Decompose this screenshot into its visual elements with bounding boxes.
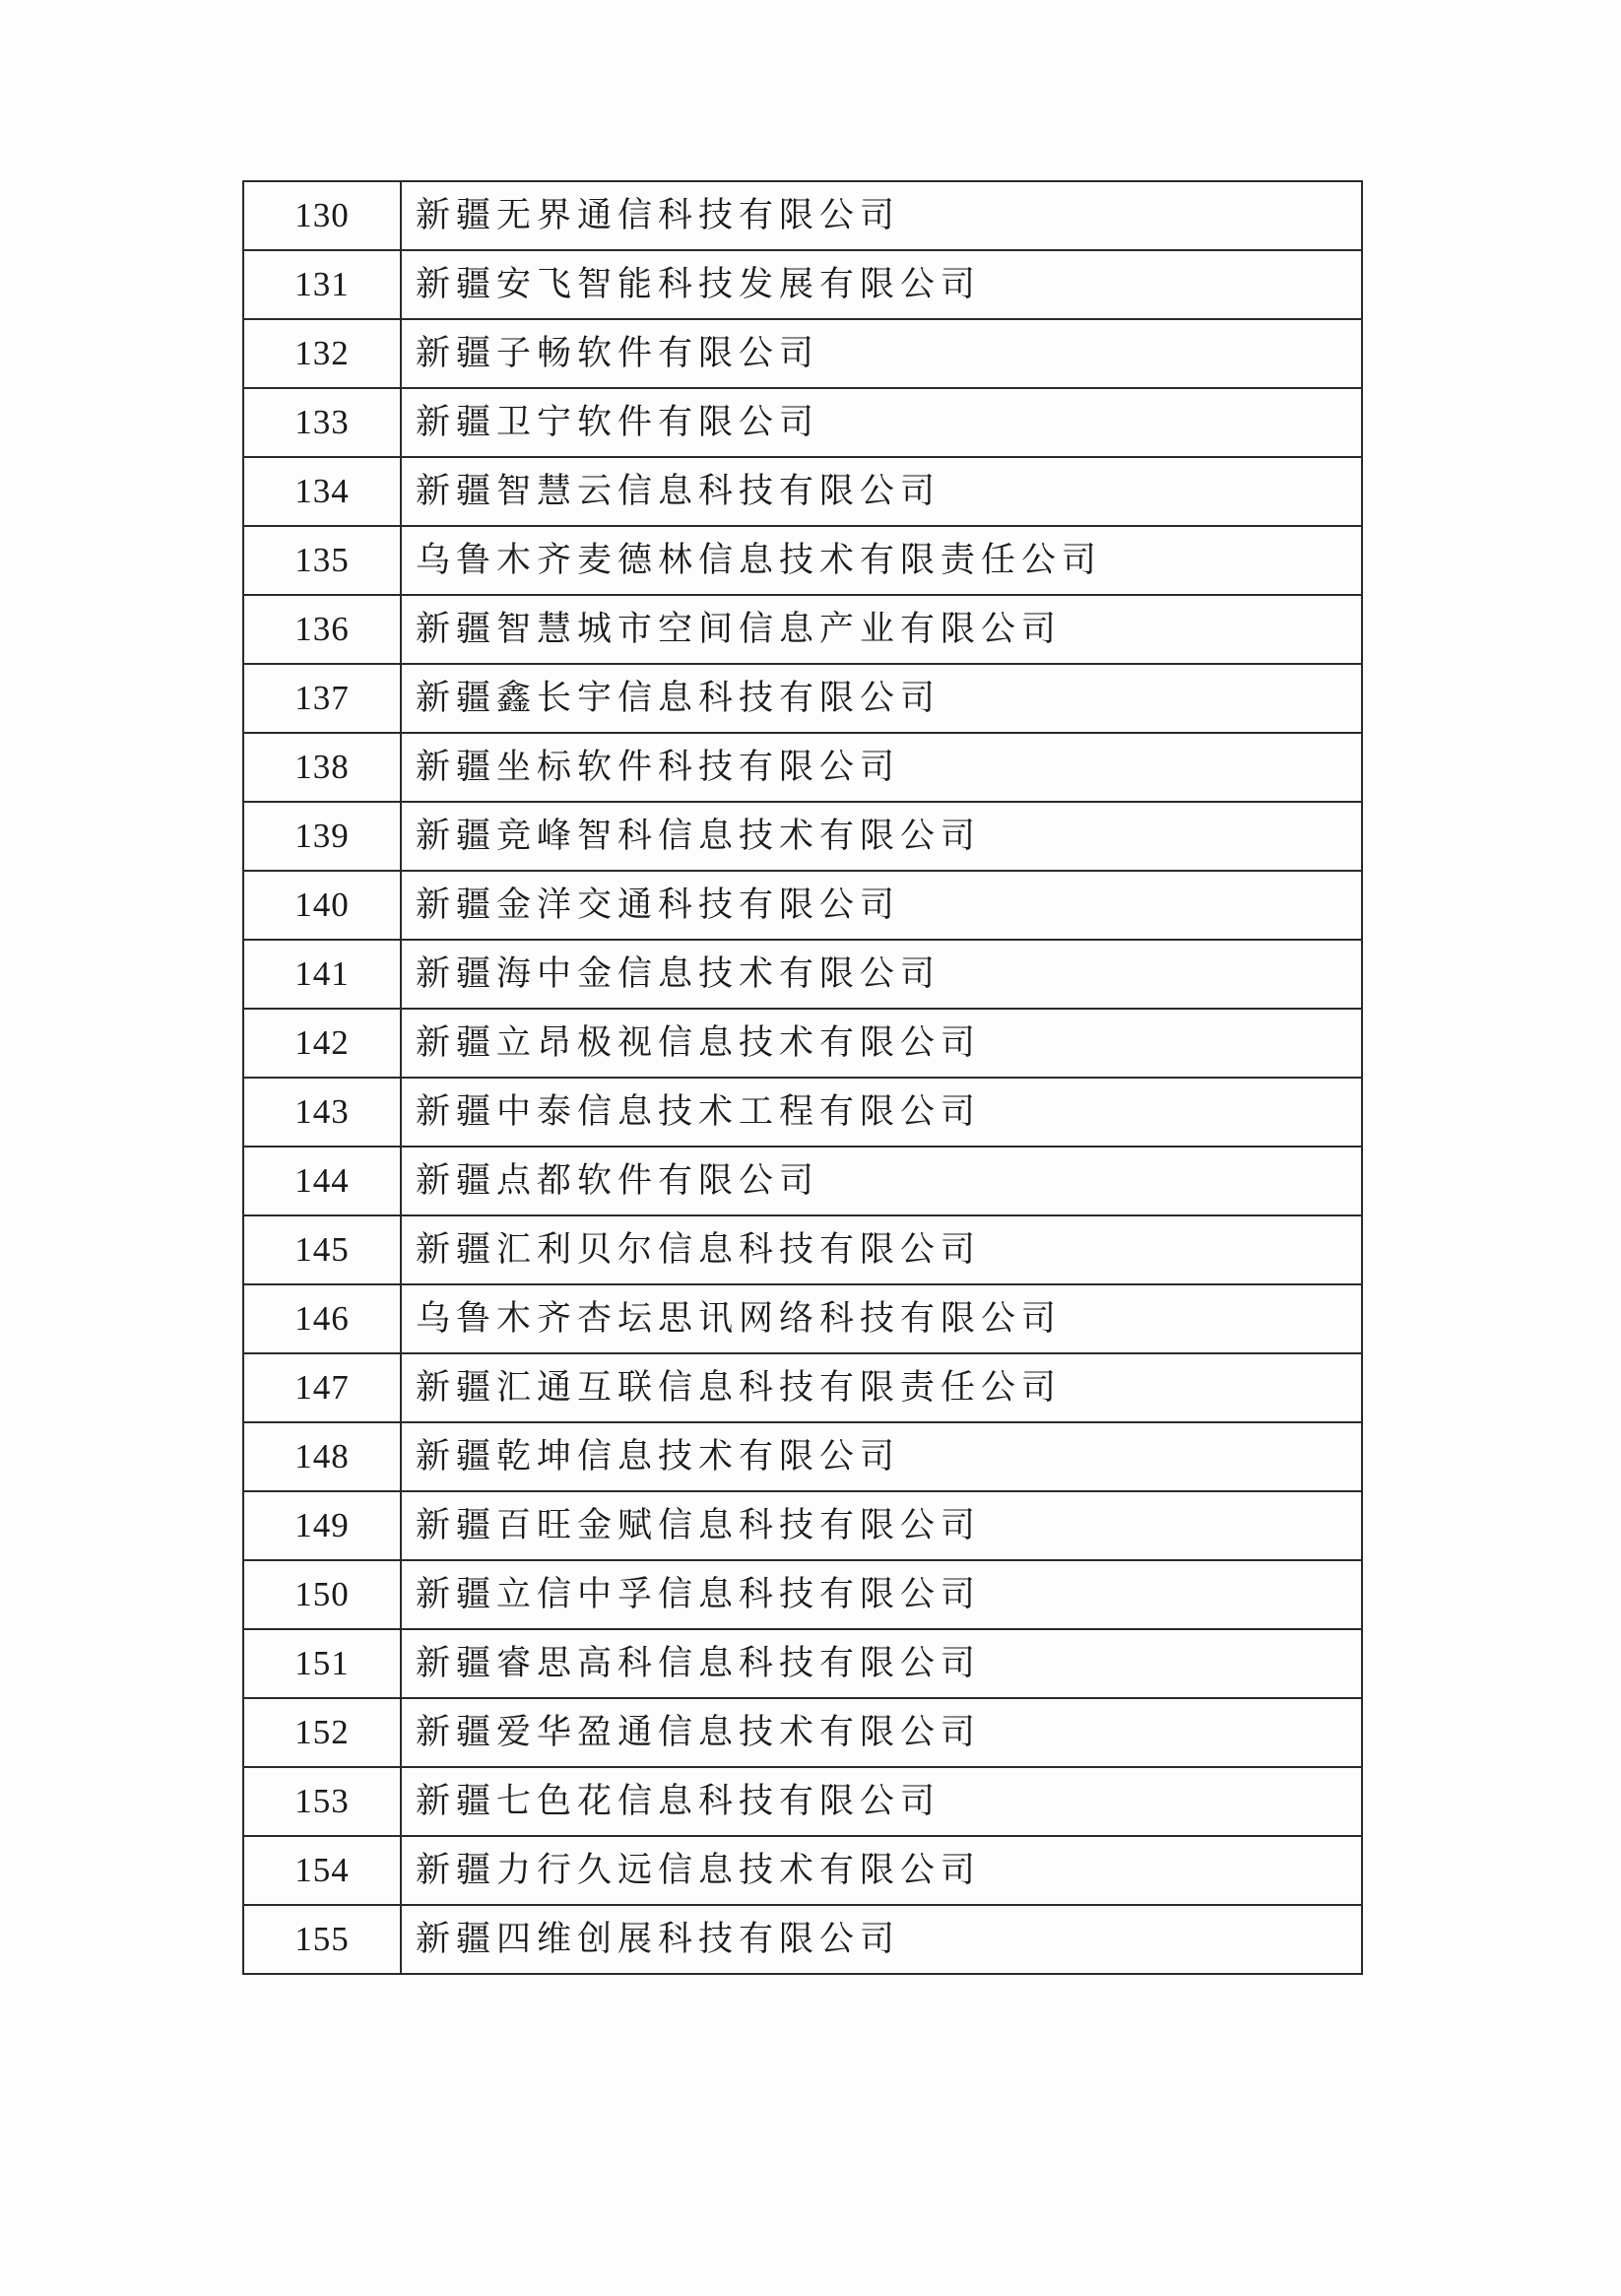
company-name: 新疆竞峰智科信息技术有限公司: [401, 802, 1362, 871]
row-number: 145: [243, 1215, 401, 1284]
row-number: 134: [243, 457, 401, 526]
company-name: 新疆卫宁软件有限公司: [401, 388, 1362, 457]
row-number: 144: [243, 1147, 401, 1215]
table-row: [243, 733, 1362, 802]
company-name: 新疆无界通信科技有限公司: [401, 181, 1362, 250]
company-name: 新疆子畅软件有限公司: [401, 319, 1362, 388]
company-name: 新疆乾坤信息技术有限公司: [401, 1422, 1362, 1491]
row-number: 130: [243, 181, 401, 250]
row-number: 143: [243, 1078, 401, 1147]
row-number: 154: [243, 1836, 401, 1905]
row-number: 151: [243, 1629, 401, 1698]
table-row: [243, 388, 1362, 457]
table-row: [243, 595, 1362, 664]
company-name: 乌鲁木齐杏坛思讯网络科技有限公司: [401, 1284, 1362, 1353]
table-row: [243, 526, 1362, 595]
table-row: [243, 1491, 1362, 1560]
table-row: [243, 1009, 1362, 1078]
company-name: 新疆金洋交通科技有限公司: [401, 871, 1362, 940]
company-name: 新疆智慧云信息科技有限公司: [401, 457, 1362, 526]
row-number: 132: [243, 319, 401, 388]
table-row: [243, 1767, 1362, 1836]
company-name: 新疆爱华盈通信息技术有限公司: [401, 1698, 1362, 1767]
company-name: 新疆点都软件有限公司: [401, 1147, 1362, 1215]
company-name: 新疆四维创展科技有限公司: [401, 1905, 1362, 1974]
table-row: [243, 664, 1362, 733]
table-row: [243, 1560, 1362, 1629]
table-row: [243, 319, 1362, 388]
row-number: 153: [243, 1767, 401, 1836]
table-row: [243, 871, 1362, 940]
table-row: [243, 181, 1362, 250]
table-row: [243, 1353, 1362, 1422]
table-row: [243, 802, 1362, 871]
table-row: [243, 1629, 1362, 1698]
company-name: 新疆百旺金赋信息科技有限公司: [401, 1491, 1362, 1560]
row-number: 140: [243, 871, 401, 940]
table-row: [243, 1836, 1362, 1905]
row-number: 150: [243, 1560, 401, 1629]
company-name: 乌鲁木齐麦德林信息技术有限责任公司: [401, 526, 1362, 595]
company-name: 新疆力行久远信息技术有限公司: [401, 1836, 1362, 1905]
company-name: 新疆海中金信息技术有限公司: [401, 940, 1362, 1009]
company-name: 新疆立信中孚信息科技有限公司: [401, 1560, 1362, 1629]
table-row: [243, 1698, 1362, 1767]
row-number: 133: [243, 388, 401, 457]
company-name: 新疆汇通互联信息科技有限责任公司: [401, 1353, 1362, 1422]
row-number: 146: [243, 1284, 401, 1353]
row-number: 137: [243, 664, 401, 733]
table-row: [243, 1284, 1362, 1353]
table-row: [243, 1215, 1362, 1284]
row-number: 141: [243, 940, 401, 1009]
row-number: 136: [243, 595, 401, 664]
company-list-table: [242, 180, 1363, 1975]
row-number: 131: [243, 250, 401, 319]
company-list-body: [243, 181, 1362, 1974]
company-name: 新疆智慧城市空间信息产业有限公司: [401, 595, 1362, 664]
company-name: 新疆中泰信息技术工程有限公司: [401, 1078, 1362, 1147]
table-row: [243, 1078, 1362, 1147]
table-row: [243, 1147, 1362, 1215]
table-row: [243, 940, 1362, 1009]
row-number: 152: [243, 1698, 401, 1767]
table-row: [243, 1422, 1362, 1491]
table-row: [243, 250, 1362, 319]
row-number: 149: [243, 1491, 401, 1560]
company-name: 新疆睿思高科信息科技有限公司: [401, 1629, 1362, 1698]
company-name: 新疆鑫长宇信息科技有限公司: [401, 664, 1362, 733]
row-number: 147: [243, 1353, 401, 1422]
row-number: 142: [243, 1009, 401, 1078]
company-name: 新疆七色花信息科技有限公司: [401, 1767, 1362, 1836]
company-name: 新疆汇利贝尔信息科技有限公司: [401, 1215, 1362, 1284]
company-name: 新疆安飞智能科技发展有限公司: [401, 250, 1362, 319]
company-name: 新疆立昂极视信息技术有限公司: [401, 1009, 1362, 1078]
table-row: [243, 1905, 1362, 1974]
row-number: 135: [243, 526, 401, 595]
row-number: 155: [243, 1905, 401, 1974]
row-number: 148: [243, 1422, 401, 1491]
table-row: [243, 457, 1362, 526]
row-number: 138: [243, 733, 401, 802]
company-name: 新疆坐标软件科技有限公司: [401, 733, 1362, 802]
row-number: 139: [243, 802, 401, 871]
